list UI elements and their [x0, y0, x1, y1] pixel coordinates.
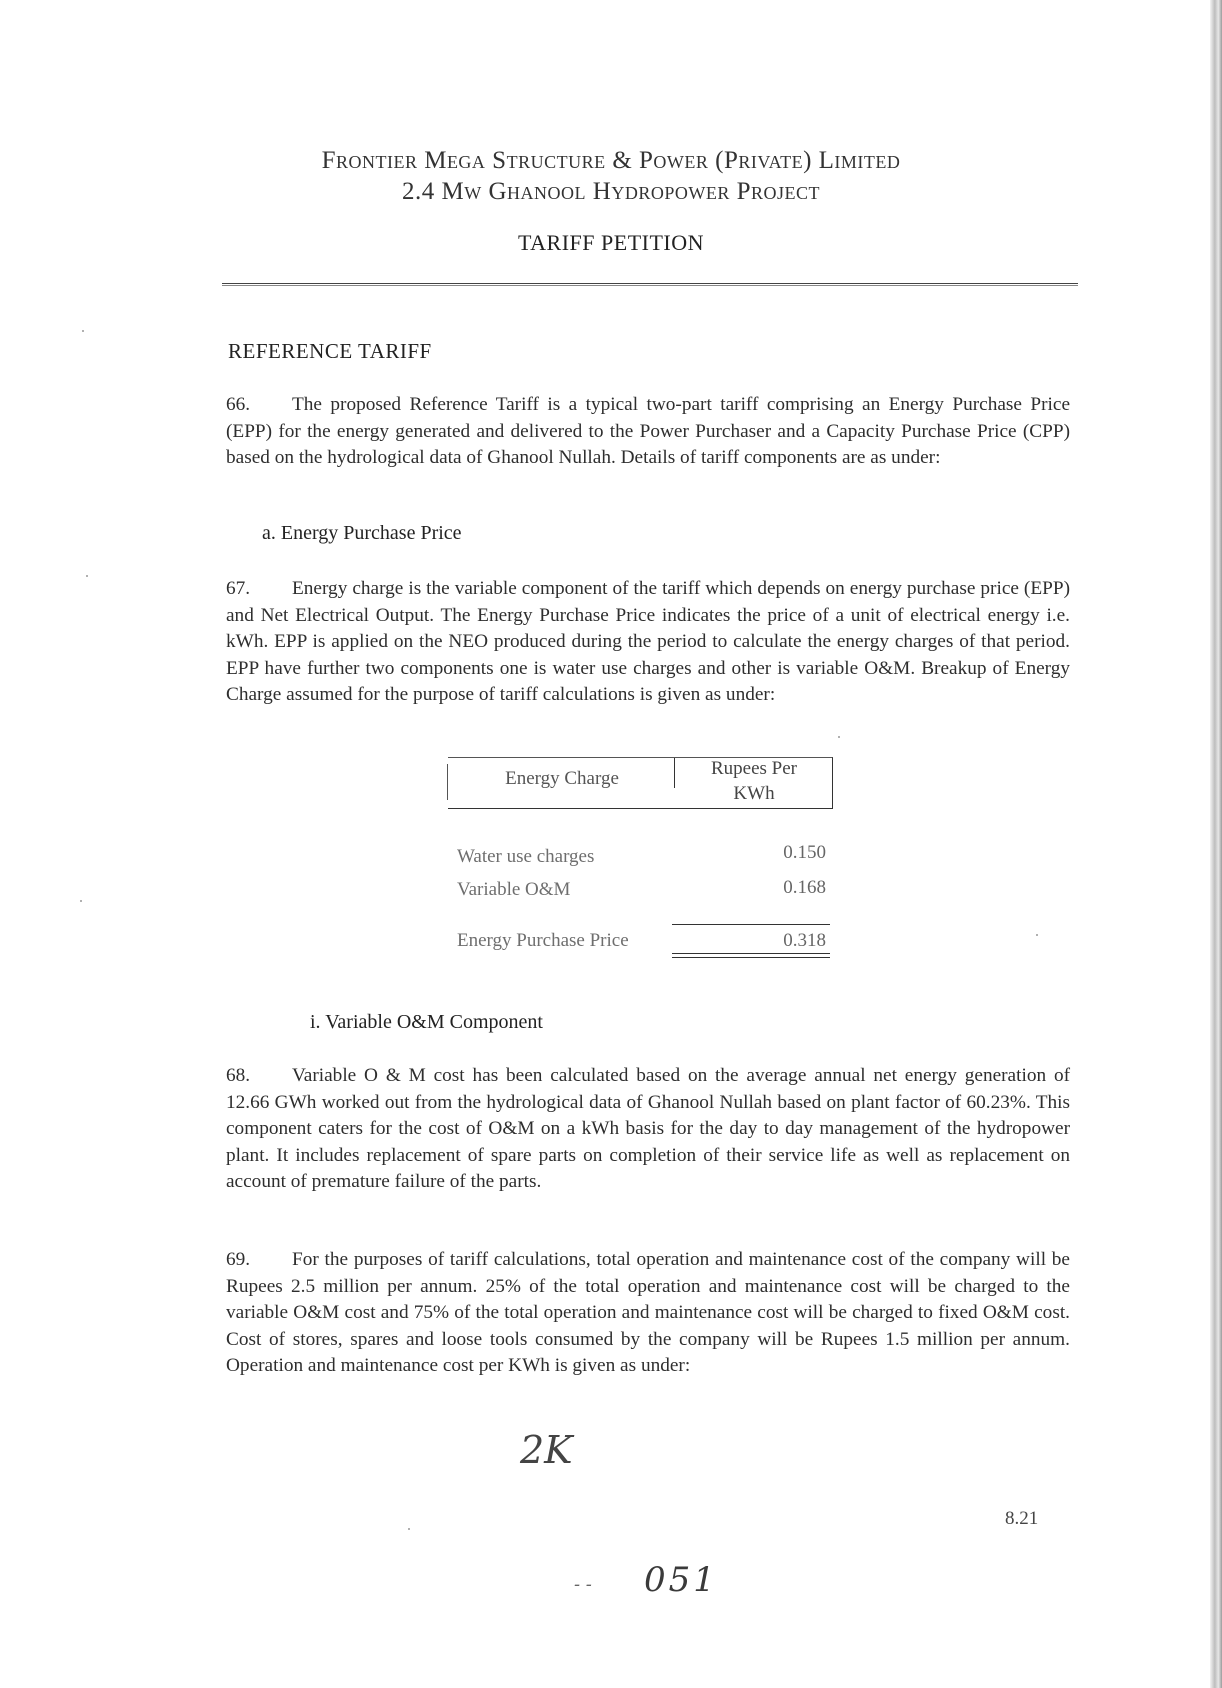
- paragraph-69: [226, 1247, 1070, 1380]
- subheading-energy-purchase-price: a. Energy Purchase Price: [262, 522, 462, 544]
- paragraph-text: The proposed Reference Tariff is a typical two-part tariff comprising an Energy Purchase Price (EPP) for the energy generated and delivered to the Power Purchaser and a Capacity Purchase Price (CPP) based on the hydrological data of Ghanool Nullah. Details of tariff components are as under:: [226, 394, 1070, 468]
- subheading-variable-om: i. Variable O&M Component: [310, 1011, 543, 1033]
- scan-speck: [838, 736, 840, 738]
- paragraph-68: [226, 1063, 1070, 1196]
- document-title: TARIFF PETITION: [517, 230, 704, 255]
- table-total-label: Energy Purchase Price: [457, 930, 629, 951]
- paragraph-text: Variable O & M cost has been calculated based on the average annual net energy generation of 12.66 GWh worked out from the hydrological data of Ghanool Nullah based on plant factor of 60.23%. This component caters for the cost of O&M on a kWh basis for the day to day management of the hydropower plant. It includes replacement of spare parts on completion of their service life as well as replacement on account of premature failure of the parts.: [226, 1065, 1070, 1192]
- table-total-value: 0.318: [783, 930, 826, 951]
- table-row-label: Variable O&M: [457, 879, 571, 900]
- paragraph-66: [226, 392, 1070, 472]
- paragraph-text: For the purposes of tariff calculations, total operation and maintenance cost of the company will be Rupees 2.5 million per annum. 25% of the total operation and maintenance cost will be charged to the variable O&M cost and 75% of the total operation and maintenance cost will be charged to fixed O&M cost. Cost of stores, spares and loose tools consumed by the company will be Rupees 1.5 million per annum. Operation and maintenance cost per KWh is given as under:: [226, 1249, 1070, 1376]
- scan-speck: [86, 575, 88, 577]
- paragraph-number: 68.: [226, 1065, 251, 1086]
- page-reference: 8.21: [1005, 1508, 1039, 1529]
- scan-speck: [80, 900, 82, 902]
- project-name: 2.4 Mw Ghanool Hydropower Project: [402, 178, 820, 205]
- stamp-number: 051: [644, 1560, 718, 1600]
- paragraph-number: 67.: [226, 578, 251, 599]
- total-double-rule: [672, 953, 830, 958]
- table-row-label: Water use charges: [457, 846, 595, 867]
- handwritten-initials: 2K: [520, 1428, 573, 1472]
- company-name: Frontier Mega Structure & Power (Private) Limited: [321, 147, 901, 174]
- stamp-prefix: - -: [574, 1574, 592, 1595]
- total-top-rule: [672, 924, 830, 925]
- paragraph-number: 66.: [226, 394, 251, 415]
- paragraph-67: [226, 576, 1070, 709]
- table-row-value: 0.150: [783, 842, 826, 863]
- paragraph-number: 69.: [226, 1249, 251, 1270]
- energy-table-col2-header: Rupees Per KWh: [710, 758, 797, 804]
- scan-speck: [82, 330, 84, 332]
- header-divider: [222, 283, 1078, 286]
- paragraph-text: Energy charge is the variable component of the tariff which depends on energy purchase price (EPP) and Net Electrical Output. The Energy Purchase Price indicates the price of a unit of electrical energy i.e. kWh. EPP is applied on the NEO produced during the period to calculate the energy charges of that period. EPP have further two components one is water use charges and other is variable O&M. Breakup of Energy Charge assumed for the purpose of tariff calculations is given as under:: [226, 578, 1070, 705]
- section-heading: REFERENCE TARIFF: [228, 339, 432, 363]
- scan-speck: [408, 1528, 410, 1530]
- scan-speck: [1036, 934, 1038, 936]
- table-row-value: 0.168: [783, 877, 826, 898]
- energy-table-col1-header: Energy Charge: [505, 768, 619, 789]
